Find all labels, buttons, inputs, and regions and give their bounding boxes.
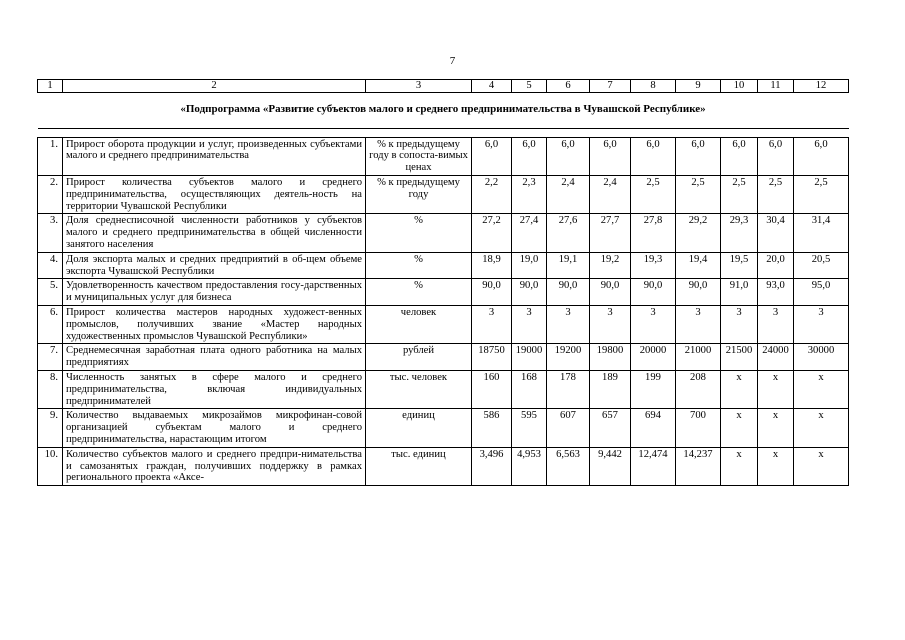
value-cell: 6,0 [512, 137, 547, 175]
value-cell: 2,5 [721, 175, 758, 213]
column-number: 9 [676, 80, 721, 93]
value-cell: 6,0 [721, 137, 758, 175]
value-cell: х [758, 447, 794, 485]
row-number: 8. [38, 370, 63, 408]
value-cell: 160 [472, 370, 512, 408]
column-number: 5 [512, 80, 547, 93]
value-cell: 30,4 [758, 214, 794, 252]
value-cell: 6,0 [676, 137, 721, 175]
value-cell: 6,563 [547, 447, 590, 485]
value-cell: 19,1 [547, 252, 590, 279]
indicator-name: Доля среднесписочной численности работников у субъектов малого и среднего предпринимательства в общей численности занятого населения [63, 214, 366, 252]
table-row [38, 305, 849, 343]
value-cell: х [794, 409, 849, 447]
row-number: 5. [38, 279, 63, 306]
value-cell: 27,4 [512, 214, 547, 252]
value-cell: 3 [590, 305, 631, 343]
value-cell: 24000 [758, 344, 794, 371]
table-row [38, 175, 849, 213]
column-number: 3 [366, 80, 472, 93]
unit-cell: единиц [366, 409, 472, 447]
column-number: 6 [547, 80, 590, 93]
row-number: 1. [38, 137, 63, 175]
value-cell: 19,2 [590, 252, 631, 279]
value-cell: 95,0 [794, 279, 849, 306]
value-cell: 9,442 [590, 447, 631, 485]
column-number: 4 [472, 80, 512, 93]
value-cell: 3 [758, 305, 794, 343]
value-cell: 178 [547, 370, 590, 408]
value-cell: 27,8 [631, 214, 676, 252]
page-number: 7 [449, 55, 456, 67]
unit-cell: % [366, 279, 472, 306]
value-cell: 21500 [721, 344, 758, 371]
value-cell: 90,0 [590, 279, 631, 306]
value-cell: х [794, 447, 849, 485]
value-cell: 700 [676, 409, 721, 447]
value-cell: 20,5 [794, 252, 849, 279]
unit-cell: тыс. единиц [366, 447, 472, 485]
value-cell: 90,0 [512, 279, 547, 306]
value-cell: 14,237 [676, 447, 721, 485]
value-cell: 93,0 [758, 279, 794, 306]
indicator-name: Доля экспорта малых и средних предприятий в об-щем объеме экспорта Чувашской Республики [63, 252, 366, 279]
value-cell: 2,2 [472, 175, 512, 213]
value-cell: 27,7 [590, 214, 631, 252]
value-cell: 3,496 [472, 447, 512, 485]
value-cell: 12,474 [631, 447, 676, 485]
value-cell: 694 [631, 409, 676, 447]
value-cell: 189 [590, 370, 631, 408]
value-cell: 19800 [590, 344, 631, 371]
value-cell: 19,3 [631, 252, 676, 279]
unit-cell: человек [366, 305, 472, 343]
spacer-cell [38, 128, 849, 137]
column-number: 12 [794, 80, 849, 93]
row-number: 4. [38, 252, 63, 279]
row-number: 10. [38, 447, 63, 485]
value-cell: 6,0 [472, 137, 512, 175]
value-cell: 19,4 [676, 252, 721, 279]
value-cell: х [721, 447, 758, 485]
unit-cell: тыс. человек [366, 370, 472, 408]
indicators-table [37, 79, 849, 486]
table-row [38, 344, 849, 371]
value-cell: 3 [676, 305, 721, 343]
indicator-name: Прирост оборота продукции и услуг, произведенных субъектами малого и среднего предпринимательства [63, 137, 366, 175]
value-cell: х [758, 370, 794, 408]
value-cell: 19,0 [512, 252, 547, 279]
table-row [38, 137, 849, 175]
unit-cell: % [366, 252, 472, 279]
value-cell: 90,0 [547, 279, 590, 306]
indicator-name: Прирост количества субъектов малого и среднего предпринимательства, осуществляющих деятель-ность на территории Чувашской Республики [63, 175, 366, 213]
value-cell: 3 [547, 305, 590, 343]
column-number: 11 [758, 80, 794, 93]
value-cell: 6,0 [547, 137, 590, 175]
value-cell: 30000 [794, 344, 849, 371]
indicator-name: Количество выдаваемых микрозаймов микрофинан-совой организацией субъектам малого и среднего предпринимательства, нарастающим итогом [63, 409, 366, 447]
value-cell: 18750 [472, 344, 512, 371]
value-cell: 27,2 [472, 214, 512, 252]
column-number: 7 [590, 80, 631, 93]
value-cell: 3 [472, 305, 512, 343]
value-cell: 586 [472, 409, 512, 447]
indicator-name: Удовлетворенность качеством предоставления госу-дарственных и муниципальных услуг для бизнеса [63, 279, 366, 306]
value-cell: 18,9 [472, 252, 512, 279]
value-cell: 657 [590, 409, 631, 447]
row-number: 2. [38, 175, 63, 213]
value-cell: 2,4 [590, 175, 631, 213]
table-row [38, 409, 849, 447]
table-row [38, 370, 849, 408]
unit-cell: % к предыдущему году [366, 175, 472, 213]
column-number: 10 [721, 80, 758, 93]
indicator-name: Численность занятых в сфере малого и среднего предпринимательства, включая индивидуальных предпринимателей [63, 370, 366, 408]
value-cell: 29,3 [721, 214, 758, 252]
value-cell: 2,3 [512, 175, 547, 213]
value-cell: 19,5 [721, 252, 758, 279]
value-cell: 90,0 [676, 279, 721, 306]
value-cell: 607 [547, 409, 590, 447]
spacer-row [38, 128, 849, 137]
value-cell: 3 [631, 305, 676, 343]
value-cell: 91,0 [721, 279, 758, 306]
table-row [38, 252, 849, 279]
value-cell: х [794, 370, 849, 408]
column-number: 2 [63, 80, 366, 93]
table-row [38, 214, 849, 252]
value-cell: 595 [512, 409, 547, 447]
value-cell: 168 [512, 370, 547, 408]
value-cell: 4,953 [512, 447, 547, 485]
column-number: 1 [38, 80, 63, 93]
column-number-row [38, 80, 849, 93]
subprogram-title: «Подпрограмма «Развитие субъектов малого и среднего предпринимательства в Чувашской Республике» [38, 92, 849, 128]
value-cell: 27,6 [547, 214, 590, 252]
value-cell: 199 [631, 370, 676, 408]
value-cell: 6,0 [794, 137, 849, 175]
indicator-name: Количество субъектов малого и среднего предпри-нимательства и самозанятых граждан, получивших поддержку в рамках регионального проекта «Аксе- [63, 447, 366, 485]
value-cell: 2,4 [547, 175, 590, 213]
value-cell: х [721, 409, 758, 447]
value-cell: 2,5 [676, 175, 721, 213]
row-number: 6. [38, 305, 63, 343]
indicator-name: Среднемесячная заработная плата одного работника на малых предприятиях [63, 344, 366, 371]
value-cell: 19000 [512, 344, 547, 371]
value-cell: 21000 [676, 344, 721, 371]
value-cell: 208 [676, 370, 721, 408]
value-cell: 29,2 [676, 214, 721, 252]
row-number: 3. [38, 214, 63, 252]
value-cell: 90,0 [472, 279, 512, 306]
row-number: 9. [38, 409, 63, 447]
indicator-name: Прирост количества мастеров народных художест-венных промыслов, получивших звание «Мастер народных художественных промыслов Чувашской Республики» [63, 305, 366, 343]
table-row [38, 447, 849, 485]
value-cell: 90,0 [631, 279, 676, 306]
unit-cell: % [366, 214, 472, 252]
value-cell: 19200 [547, 344, 590, 371]
value-cell: 2,5 [758, 175, 794, 213]
unit-cell: рублей [366, 344, 472, 371]
value-cell: 2,5 [794, 175, 849, 213]
value-cell: х [758, 409, 794, 447]
value-cell: 6,0 [631, 137, 676, 175]
value-cell: х [721, 370, 758, 408]
unit-cell: % к предыдущему году в сопоста-вимых ценах [366, 137, 472, 175]
value-cell: 3 [794, 305, 849, 343]
row-number: 7. [38, 344, 63, 371]
value-cell: 3 [721, 305, 758, 343]
value-cell: 31,4 [794, 214, 849, 252]
value-cell: 6,0 [758, 137, 794, 175]
value-cell: 2,5 [631, 175, 676, 213]
value-cell: 20,0 [758, 252, 794, 279]
column-number: 8 [631, 80, 676, 93]
table-row [38, 279, 849, 306]
value-cell: 20000 [631, 344, 676, 371]
value-cell: 3 [512, 305, 547, 343]
value-cell: 6,0 [590, 137, 631, 175]
subtitle-row [38, 92, 849, 128]
